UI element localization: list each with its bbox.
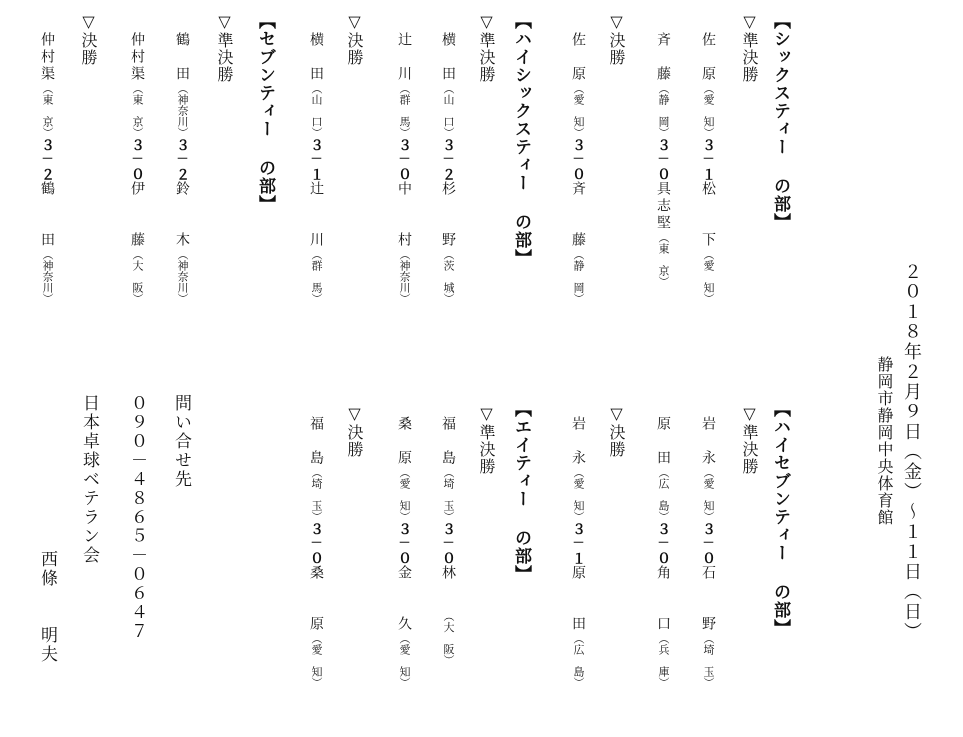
score-dash: － — [656, 536, 670, 551]
contact-organization: 日本卓球ベテラン会 — [79, 394, 99, 565]
score-dash: － — [175, 152, 189, 167]
score-loser: ２ — [174, 167, 190, 181]
player-name: 福 島 — [440, 416, 456, 467]
player-name: 横 田 — [440, 32, 456, 83]
opponent-name: 杉 野 — [440, 181, 456, 249]
score-loser: ０ — [129, 167, 145, 181]
contact-label: 問い合せ先 — [171, 394, 191, 489]
player-prefecture: （愛 知） — [702, 83, 715, 138]
score-loser: ０ — [440, 551, 456, 565]
player-prefecture: （愛 知） — [702, 467, 715, 522]
score-loser: ０ — [570, 167, 586, 181]
opponent-prefecture: （静 岡） — [572, 249, 585, 304]
opponent-name: 辻 川 — [308, 181, 324, 249]
match-seventy-final — [40, 32, 54, 304]
player-name: 岩 永 — [700, 416, 716, 467]
player-prefecture: （広 島） — [657, 467, 670, 522]
score-winner: ３ — [308, 522, 324, 536]
player-name: 原 田 — [655, 416, 671, 467]
opponent-name: 鈴 木 — [174, 181, 190, 249]
semifinal-label-high-seventy: ▽準決勝 — [740, 404, 759, 475]
player-prefecture: （愛 知） — [572, 83, 585, 138]
final-label-seventy: ▽決勝 — [79, 12, 98, 66]
semifinal-label-sixty: ▽準決勝 — [740, 12, 759, 83]
opponent-name: 松 下 — [700, 181, 716, 249]
match-high-seventy-sf-1 — [701, 416, 715, 688]
player-name: 佐 原 — [700, 32, 716, 83]
match-seventy-sf-2 — [130, 32, 144, 304]
opponent-name: 鶴 田 — [39, 181, 55, 249]
score-loser: １ — [308, 167, 324, 181]
semifinal-label-high-sixty: ▽準決勝 — [477, 12, 496, 83]
player-prefecture: （山 口） — [310, 83, 323, 138]
score-loser: ０ — [655, 167, 671, 181]
player-name: 斉 藤 — [655, 32, 671, 83]
score-winner: ３ — [440, 522, 456, 536]
score-winner: ３ — [570, 138, 586, 152]
score-dash: － — [309, 536, 323, 551]
player-prefecture: （群 馬） — [398, 83, 411, 138]
section-header-high-seventy: 【ハイセブンティー の部】 — [770, 400, 790, 637]
score-winner: ３ — [655, 138, 671, 152]
score-dash: － — [656, 152, 670, 167]
match-high-sixty-sf-1 — [441, 32, 455, 304]
opponent-prefecture: （神奈川） — [398, 249, 411, 304]
event-date: ２０１８年２月９日（金）～１１日（日） — [901, 262, 922, 642]
score-dash: － — [571, 152, 585, 167]
opponent-prefecture: （広 島） — [572, 633, 585, 688]
player-prefecture: （愛 知） — [572, 467, 585, 522]
opponent-name: 金 久 — [396, 565, 412, 633]
score-loser: ２ — [39, 167, 55, 181]
score-winner: ３ — [174, 138, 190, 152]
score-winner: ３ — [700, 138, 716, 152]
opponent-name: 桑 原 — [308, 565, 324, 633]
score-winner: ３ — [129, 138, 145, 152]
semifinal-label-seventy: ▽準決勝 — [215, 12, 234, 83]
score-winner: ３ — [570, 522, 586, 536]
score-winner: ３ — [440, 138, 456, 152]
opponent-name: 斉 藤 — [570, 181, 586, 249]
opponent-name: 具志堅 — [655, 181, 671, 232]
semifinal-label-eighty: ▽準決勝 — [477, 404, 496, 475]
match-high-seventy-final — [571, 416, 585, 688]
player-name: 福 島 — [308, 416, 324, 467]
score-winner: ３ — [700, 522, 716, 536]
score-dash: － — [40, 152, 54, 167]
section-header-high-sixty: 【ハイシックスティー の部】 — [511, 12, 531, 267]
score-loser: ０ — [700, 551, 716, 565]
player-prefecture: （山 口） — [442, 83, 455, 138]
score-dash: － — [441, 152, 455, 167]
player-prefecture: （神奈川） — [176, 83, 189, 138]
opponent-prefecture: （愛 知） — [398, 633, 411, 688]
score-dash: － — [571, 536, 585, 551]
player-name: 桑 原 — [396, 416, 412, 467]
score-winner: ３ — [396, 138, 412, 152]
section-header-sixty: 【シックスティー の部】 — [770, 12, 790, 231]
score-dash: － — [397, 536, 411, 551]
score-winner: ３ — [655, 522, 671, 536]
score-winner: ３ — [308, 138, 324, 152]
opponent-prefecture: （東 京） — [657, 232, 670, 287]
player-name: 佐 原 — [570, 32, 586, 83]
player-name: 横 田 — [308, 32, 324, 83]
match-seventy-sf-1 — [175, 32, 189, 304]
opponent-prefecture: （埼 玉） — [702, 633, 715, 688]
opponent-name: 中 村 — [396, 181, 412, 249]
score-dash: － — [701, 152, 715, 167]
match-eighty-final — [309, 416, 323, 688]
score-dash: － — [701, 536, 715, 551]
player-prefecture: （東 京） — [131, 83, 144, 138]
score-loser: ０ — [396, 167, 412, 181]
score-loser: ２ — [440, 167, 456, 181]
opponent-prefecture: （神奈川） — [176, 249, 189, 304]
opponent-name: 原 田 — [570, 565, 586, 633]
score-dash: － — [130, 152, 144, 167]
opponent-prefecture: （大 阪） — [131, 249, 144, 304]
final-label-high-seventy: ▽決勝 — [607, 404, 626, 458]
opponent-name: 角 口 — [655, 565, 671, 633]
opponent-prefecture: （愛 知） — [310, 633, 323, 688]
final-label-high-sixty: ▽決勝 — [345, 12, 364, 66]
match-sixty-sf-1 — [701, 32, 715, 304]
player-name: 仲村渠 — [39, 32, 55, 83]
match-eighty-sf-1 — [441, 416, 455, 666]
player-name: 辻 川 — [396, 32, 412, 83]
score-dash: － — [309, 152, 323, 167]
opponent-prefecture: （茨 城） — [442, 249, 455, 304]
opponent-prefecture: （愛 知） — [702, 249, 715, 304]
score-dash: － — [441, 536, 455, 551]
score-loser: １ — [570, 551, 586, 565]
match-high-sixty-sf-2 — [397, 32, 411, 304]
section-header-eighty: 【エイティー の部】 — [511, 400, 531, 583]
score-winner: ３ — [39, 138, 55, 152]
opponent-prefecture: （兵 庫） — [657, 633, 670, 688]
opponent-name: 林 — [440, 565, 456, 616]
score-loser: ０ — [396, 551, 412, 565]
event-venue: 静岡市静岡中央体育館 — [875, 356, 894, 526]
score-loser: ０ — [655, 551, 671, 565]
score-winner: ３ — [396, 522, 412, 536]
final-label-eighty: ▽決勝 — [345, 404, 364, 458]
player-name: 岩 永 — [570, 416, 586, 467]
match-sixty-sf-2 — [656, 32, 670, 287]
opponent-name: 伊 藤 — [129, 181, 145, 249]
player-prefecture: （埼 玉） — [310, 467, 323, 522]
opponent-prefecture: （群 馬） — [310, 249, 323, 304]
score-dash: － — [397, 152, 411, 167]
contact-person: 西條 明夫 — [37, 550, 57, 664]
opponent-prefecture: （大 阪） — [442, 616, 455, 666]
player-prefecture: （愛 知） — [398, 467, 411, 522]
match-high-seventy-sf-2 — [656, 416, 670, 688]
final-label-sixty: ▽決勝 — [607, 12, 626, 66]
player-name: 仲村渠 — [129, 32, 145, 83]
contact-phone: ０９０－４８６５－０６４７ — [127, 394, 147, 641]
opponent-prefecture: （神奈川） — [41, 249, 54, 304]
score-loser: １ — [700, 167, 716, 181]
match-high-sixty-final — [309, 32, 323, 304]
section-header-seventy: 【セブンティー の部】 — [255, 12, 275, 213]
player-prefecture: （埼 玉） — [442, 467, 455, 522]
player-prefecture: （東 京） — [41, 83, 54, 138]
match-sixty-final — [571, 32, 585, 304]
opponent-name: 石 野 — [700, 565, 716, 633]
match-eighty-sf-2 — [397, 416, 411, 688]
player-name: 鶴 田 — [174, 32, 190, 83]
player-prefecture: （静 岡） — [657, 83, 670, 138]
score-loser: ０ — [308, 551, 324, 565]
